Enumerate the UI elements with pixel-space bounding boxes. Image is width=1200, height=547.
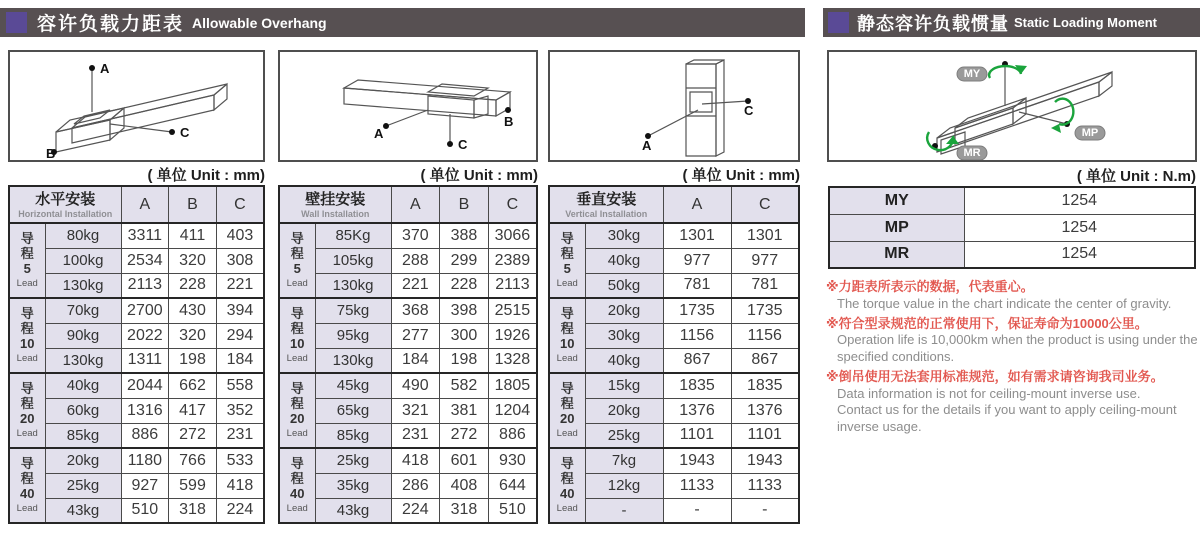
value-cell-b: 320 bbox=[169, 323, 217, 348]
lead-cell bbox=[279, 448, 315, 523]
load-cell: 70kg bbox=[45, 298, 121, 323]
moment-value-my: 1254 bbox=[964, 187, 1195, 214]
table-title-en: Vertical Installation bbox=[565, 208, 648, 219]
lead-number: 20 bbox=[560, 410, 575, 426]
value-cell-a: 927 bbox=[121, 473, 169, 498]
value-cell-a: 510 bbox=[121, 498, 169, 523]
moment-badge-my: MY bbox=[963, 68, 981, 80]
note-1 bbox=[826, 279, 1200, 313]
lead-en: Lead bbox=[16, 352, 38, 364]
load-cell: 40kg bbox=[585, 248, 663, 273]
value-cell-a: 2700 bbox=[121, 298, 169, 323]
load-cell: 43kg bbox=[315, 498, 391, 523]
value-cell-c: 1156 bbox=[731, 323, 799, 348]
value-cell-a: 2534 bbox=[121, 248, 169, 273]
value-cell-a: 1133 bbox=[663, 473, 731, 498]
lead-cell bbox=[279, 373, 315, 448]
lead-en: Lead bbox=[286, 277, 308, 289]
column-header-b: B bbox=[440, 186, 489, 223]
value-cell-a: 2044 bbox=[121, 373, 169, 398]
value-cell-b: 408 bbox=[440, 473, 489, 498]
column-header-c: C bbox=[731, 186, 799, 223]
value-cell-a: 490 bbox=[391, 373, 440, 398]
lead-en: Lead bbox=[556, 502, 578, 514]
vertical-installation-table bbox=[548, 185, 800, 524]
unit-label-mm: ( 单位 Unit : mm) bbox=[147, 167, 265, 184]
moment-diagram-box bbox=[827, 50, 1197, 162]
value-cell-c: 2113 bbox=[488, 273, 537, 298]
load-cell: 130kg bbox=[45, 273, 121, 298]
point-label-a: A bbox=[374, 126, 384, 141]
lead-cell bbox=[9, 448, 45, 523]
lead-cell bbox=[549, 223, 585, 298]
value-cell-c: 1301 bbox=[731, 223, 799, 248]
value-cell-a: 418 bbox=[391, 448, 440, 473]
value-cell-c: 781 bbox=[731, 273, 799, 298]
lead-number: 10 bbox=[20, 335, 35, 351]
value-cell-a: 370 bbox=[391, 223, 440, 248]
table-title-en: Wall Installation bbox=[301, 208, 370, 219]
column-header-c: C bbox=[488, 186, 537, 223]
value-cell-b: 398 bbox=[440, 298, 489, 323]
value-cell-b: 601 bbox=[440, 448, 489, 473]
right-header-title-en: Static Loading Moment bbox=[1014, 15, 1157, 30]
value-cell-b: 228 bbox=[169, 273, 217, 298]
value-cell-c: 294 bbox=[216, 323, 264, 348]
value-cell-a: 1376 bbox=[663, 398, 731, 423]
value-cell-c: 1926 bbox=[488, 323, 537, 348]
static-moment-table bbox=[828, 186, 1196, 269]
value-cell-a: 3311 bbox=[121, 223, 169, 248]
value-cell-a: 1316 bbox=[121, 398, 169, 423]
load-cell: 40kg bbox=[45, 373, 121, 398]
note-1-zh: ※力距表所表示的数据，代表重心。 bbox=[826, 279, 1034, 294]
wall-installation-table bbox=[278, 185, 538, 524]
value-cell-b: 318 bbox=[440, 498, 489, 523]
moment-value-mr: 1254 bbox=[964, 241, 1195, 268]
lead-cell bbox=[549, 373, 585, 448]
table-title-cell bbox=[279, 186, 391, 223]
load-cell: 50kg bbox=[585, 273, 663, 298]
lead-zh: 导程 bbox=[290, 305, 304, 336]
value-cell-c: - bbox=[731, 498, 799, 523]
value-cell-c: 1204 bbox=[488, 398, 537, 423]
horizontal-diagram-box bbox=[8, 50, 265, 162]
value-cell-b: 411 bbox=[169, 223, 217, 248]
load-cell: 75kg bbox=[315, 298, 391, 323]
load-cell: 12kg bbox=[585, 473, 663, 498]
load-cell: 43kg bbox=[45, 498, 121, 523]
lead-number: 10 bbox=[560, 335, 575, 351]
value-cell-c: 510 bbox=[488, 498, 537, 523]
value-cell-b: 198 bbox=[440, 348, 489, 373]
footnotes bbox=[826, 279, 1200, 438]
value-cell-c: 533 bbox=[216, 448, 264, 473]
note-3-en-1: Data information is not for ceiling-mount inverse use. bbox=[837, 385, 1141, 401]
purple-accent-square-icon bbox=[828, 12, 849, 33]
value-cell-a: 288 bbox=[391, 248, 440, 273]
horizontal-installation-diagram bbox=[10, 52, 263, 160]
load-cell: 60kg bbox=[45, 398, 121, 423]
load-cell: 30kg bbox=[585, 323, 663, 348]
load-cell: 65kg bbox=[315, 398, 391, 423]
lead-number: 20 bbox=[290, 410, 305, 426]
wall-diagram-box bbox=[278, 50, 538, 162]
value-cell-c: 930 bbox=[488, 448, 537, 473]
lead-number: 40 bbox=[290, 485, 305, 501]
value-cell-c: 1328 bbox=[488, 348, 537, 373]
value-cell-c: 1101 bbox=[731, 423, 799, 448]
lead-zh: 导程 bbox=[560, 305, 574, 336]
moment-label-mp: MP bbox=[829, 214, 964, 241]
lead-en: Lead bbox=[286, 427, 308, 439]
value-cell-b: 662 bbox=[169, 373, 217, 398]
load-cell: 40kg bbox=[585, 348, 663, 373]
load-cell: 25kg bbox=[315, 448, 391, 473]
load-cell: 85Kg bbox=[315, 223, 391, 248]
lead-zh: 导程 bbox=[290, 455, 304, 486]
load-cell: - bbox=[585, 498, 663, 523]
value-cell-a: 1835 bbox=[663, 373, 731, 398]
value-cell-a: 368 bbox=[391, 298, 440, 323]
note-3-en-2: Contact us for the details if you want to apply ceiling-mount inverse usage. bbox=[837, 402, 1177, 434]
value-cell-c: 644 bbox=[488, 473, 537, 498]
lead-number: 20 bbox=[20, 410, 35, 426]
point-label-c: C bbox=[180, 125, 190, 140]
moment-badge-mr: MR bbox=[963, 147, 981, 159]
load-cell: 45kg bbox=[315, 373, 391, 398]
lead-en: Lead bbox=[286, 502, 308, 514]
left-section-header bbox=[0, 8, 805, 37]
value-cell-b: 320 bbox=[169, 248, 217, 273]
value-cell-a: 224 bbox=[391, 498, 440, 523]
lead-number: 5 bbox=[563, 260, 571, 276]
lead-cell bbox=[9, 298, 45, 373]
vertical-installation-diagram bbox=[550, 52, 798, 160]
load-cell: 100kg bbox=[45, 248, 121, 273]
value-cell-a: 1156 bbox=[663, 323, 731, 348]
load-cell: 35kg bbox=[315, 473, 391, 498]
load-cell: 30kg bbox=[585, 223, 663, 248]
lead-en: Lead bbox=[16, 277, 38, 289]
value-cell-c: 1835 bbox=[731, 373, 799, 398]
load-cell: 85kg bbox=[315, 423, 391, 448]
value-cell-b: 300 bbox=[440, 323, 489, 348]
lead-zh: 导程 bbox=[290, 380, 304, 411]
lead-zh: 导程 bbox=[20, 230, 34, 261]
value-cell-a: 1180 bbox=[121, 448, 169, 473]
horizontal-installation-table bbox=[8, 185, 265, 524]
moment-badge-mp: MP bbox=[1081, 127, 1099, 139]
unit-label-nm: ( 单位 Unit : N.m) bbox=[1076, 168, 1196, 185]
lead-cell bbox=[9, 373, 45, 448]
value-cell-a: 321 bbox=[391, 398, 440, 423]
value-cell-c: 3066 bbox=[488, 223, 537, 248]
lead-zh: 导程 bbox=[560, 230, 574, 261]
value-cell-c: 221 bbox=[216, 273, 264, 298]
value-cell-a: 231 bbox=[391, 423, 440, 448]
value-cell-c: 1133 bbox=[731, 473, 799, 498]
load-cell: 105kg bbox=[315, 248, 391, 273]
load-cell: 130kg bbox=[315, 348, 391, 373]
lead-cell bbox=[549, 298, 585, 373]
lead-cell bbox=[549, 448, 585, 523]
value-cell-a: 1301 bbox=[663, 223, 731, 248]
value-cell-b: 228 bbox=[440, 273, 489, 298]
load-cell: 130kg bbox=[45, 348, 121, 373]
value-cell-a: - bbox=[663, 498, 731, 523]
moment-value-mp: 1254 bbox=[964, 214, 1195, 241]
value-cell-c: 184 bbox=[216, 348, 264, 373]
note-2-en: Operation life is 10,000km when the product is using under the specified conditions. bbox=[837, 332, 1198, 365]
point-label-c: C bbox=[744, 103, 754, 118]
lead-cell bbox=[279, 223, 315, 298]
table-title-zh: 水平安装 bbox=[35, 191, 96, 209]
lead-cell bbox=[9, 223, 45, 298]
unit-label-mm: ( 单位 Unit : mm) bbox=[682, 167, 800, 184]
lead-en: Lead bbox=[16, 427, 38, 439]
load-cell: 20kg bbox=[585, 298, 663, 323]
value-cell-b: 388 bbox=[440, 223, 489, 248]
table-title-en: Horizontal Installation bbox=[18, 208, 113, 219]
value-cell-c: 308 bbox=[216, 248, 264, 273]
load-cell: 15kg bbox=[585, 373, 663, 398]
lead-en: Lead bbox=[16, 502, 38, 514]
value-cell-c: 2515 bbox=[488, 298, 537, 323]
load-cell: 95kg bbox=[315, 323, 391, 348]
column-header-a: A bbox=[663, 186, 731, 223]
table-title-cell bbox=[9, 186, 121, 223]
vertical-diagram-box bbox=[548, 50, 800, 162]
value-cell-a: 977 bbox=[663, 248, 731, 273]
point-label-b: B bbox=[504, 114, 514, 129]
value-cell-a: 1943 bbox=[663, 448, 731, 473]
value-cell-b: 318 bbox=[169, 498, 217, 523]
moment-label-mr: MR bbox=[829, 241, 964, 268]
value-cell-b: 198 bbox=[169, 348, 217, 373]
value-cell-a: 2022 bbox=[121, 323, 169, 348]
point-label-a: A bbox=[100, 61, 110, 76]
left-header-title-en: Allowable Overhang bbox=[192, 14, 327, 31]
moment-label-my: MY bbox=[829, 187, 964, 214]
load-cell: 85kg bbox=[45, 423, 121, 448]
value-cell-a: 1735 bbox=[663, 298, 731, 323]
column-header-c: C bbox=[216, 186, 264, 223]
value-cell-b: 381 bbox=[440, 398, 489, 423]
value-cell-a: 277 bbox=[391, 323, 440, 348]
point-label-c: C bbox=[458, 137, 468, 152]
column-header-a: A bbox=[391, 186, 440, 223]
right-section-header bbox=[823, 8, 1200, 37]
lead-cell bbox=[279, 298, 315, 373]
load-cell: 80kg bbox=[45, 223, 121, 248]
value-cell-c: 418 bbox=[216, 473, 264, 498]
value-cell-b: 599 bbox=[169, 473, 217, 498]
load-cell: 20kg bbox=[585, 398, 663, 423]
value-cell-c: 1805 bbox=[488, 373, 537, 398]
lead-en: Lead bbox=[286, 352, 308, 364]
value-cell-b: 430 bbox=[169, 298, 217, 323]
value-cell-c: 558 bbox=[216, 373, 264, 398]
lead-number: 10 bbox=[290, 335, 305, 351]
value-cell-a: 867 bbox=[663, 348, 731, 373]
value-cell-a: 886 bbox=[121, 423, 169, 448]
purple-accent-square-icon bbox=[6, 12, 27, 33]
value-cell-a: 1311 bbox=[121, 348, 169, 373]
table-title-zh: 壁挂安装 bbox=[305, 191, 366, 209]
load-cell: 25kg bbox=[45, 473, 121, 498]
lead-zh: 导程 bbox=[20, 305, 34, 336]
value-cell-a: 286 bbox=[391, 473, 440, 498]
value-cell-c: 1735 bbox=[731, 298, 799, 323]
wall-installation-diagram bbox=[280, 52, 536, 160]
load-cell: 7kg bbox=[585, 448, 663, 473]
note-2 bbox=[826, 316, 1200, 366]
left-header-title-zh: 容许负载力距表 bbox=[37, 14, 185, 35]
lead-number: 5 bbox=[23, 260, 31, 276]
static-moment-diagram bbox=[829, 52, 1195, 160]
lead-zh: 导程 bbox=[20, 380, 34, 411]
value-cell-c: 977 bbox=[731, 248, 799, 273]
value-cell-a: 1101 bbox=[663, 423, 731, 448]
column-header-b: B bbox=[169, 186, 217, 223]
value-cell-a: 221 bbox=[391, 273, 440, 298]
load-cell: 20kg bbox=[45, 448, 121, 473]
point-label-a: A bbox=[642, 138, 652, 153]
value-cell-b: 766 bbox=[169, 448, 217, 473]
value-cell-c: 224 bbox=[216, 498, 264, 523]
lead-zh: 导程 bbox=[560, 455, 574, 486]
value-cell-b: 299 bbox=[440, 248, 489, 273]
point-label-b: B bbox=[46, 146, 56, 160]
value-cell-c: 1376 bbox=[731, 398, 799, 423]
value-cell-c: 2389 bbox=[488, 248, 537, 273]
value-cell-b: 417 bbox=[169, 398, 217, 423]
load-cell: 25kg bbox=[585, 423, 663, 448]
table-title-cell bbox=[549, 186, 663, 223]
value-cell-c: 403 bbox=[216, 223, 264, 248]
value-cell-c: 1943 bbox=[731, 448, 799, 473]
value-cell-c: 886 bbox=[488, 423, 537, 448]
note-1-en: The torque value in the chart indicate the center of gravity. bbox=[837, 295, 1172, 311]
load-cell: 130kg bbox=[315, 273, 391, 298]
lead-zh: 导程 bbox=[560, 380, 574, 411]
value-cell-c: 352 bbox=[216, 398, 264, 423]
unit-label-mm: ( 单位 Unit : mm) bbox=[420, 167, 538, 184]
lead-zh: 导程 bbox=[290, 230, 304, 261]
right-header-title-zh: 静态容许负载惯量 bbox=[857, 13, 1009, 34]
note-3 bbox=[826, 369, 1200, 436]
value-cell-a: 781 bbox=[663, 273, 731, 298]
lead-number: 40 bbox=[20, 485, 35, 501]
value-cell-a: 2113 bbox=[121, 273, 169, 298]
lead-zh: 导程 bbox=[20, 455, 34, 486]
value-cell-b: 582 bbox=[440, 373, 489, 398]
lead-en: Lead bbox=[556, 427, 578, 439]
lead-number: 40 bbox=[560, 485, 575, 501]
column-header-a: A bbox=[121, 186, 169, 223]
value-cell-b: 272 bbox=[169, 423, 217, 448]
lead-en: Lead bbox=[556, 277, 578, 289]
value-cell-c: 867 bbox=[731, 348, 799, 373]
lead-number: 5 bbox=[293, 260, 301, 276]
value-cell-b: 272 bbox=[440, 423, 489, 448]
table-title-zh: 垂直安装 bbox=[576, 191, 637, 209]
lead-en: Lead bbox=[556, 352, 578, 364]
value-cell-c: 231 bbox=[216, 423, 264, 448]
load-cell: 90kg bbox=[45, 323, 121, 348]
note-3-zh: ※倒吊使用无法套用标准规范，如有需求请咨询我司业务。 bbox=[826, 368, 1164, 384]
value-cell-c: 394 bbox=[216, 298, 264, 323]
note-2-zh: ※符合型录规范的正常使用下，保证寿命为10000公里。 bbox=[826, 315, 1148, 331]
value-cell-a: 184 bbox=[391, 348, 440, 373]
